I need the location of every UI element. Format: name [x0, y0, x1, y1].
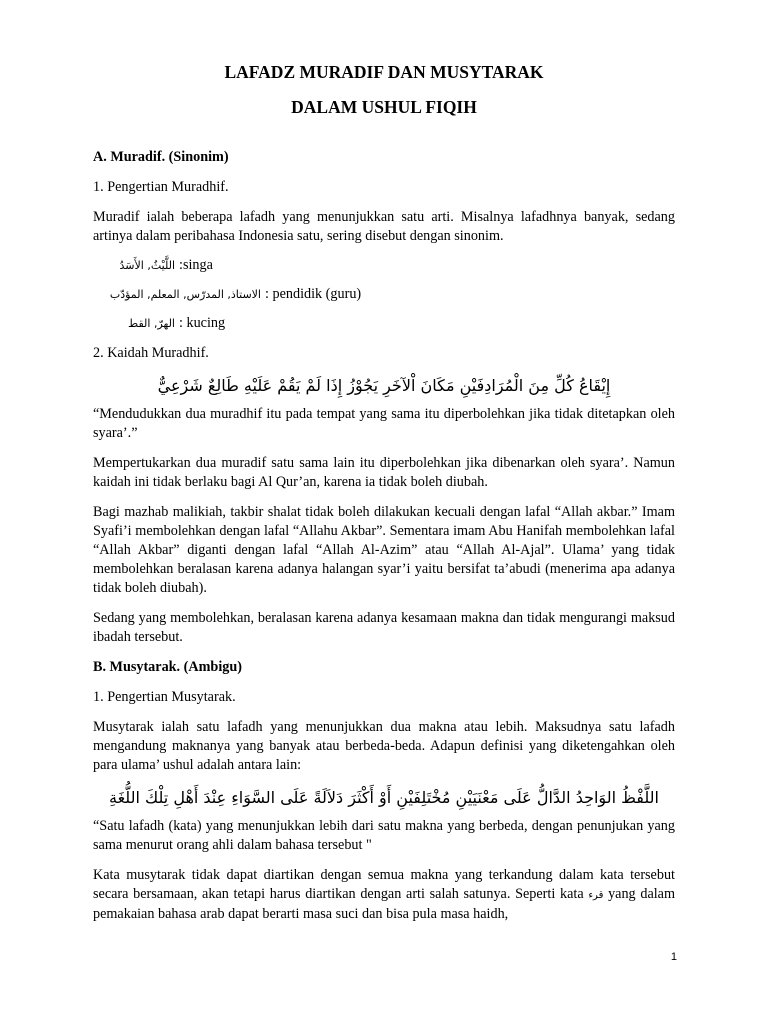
- musytarak-definition-arabic: اللَّفْظُ الوَاحِدُ الدَّالُّ عَلَى مَعْنَيَيْنِ مُخْتَلِفَيْنِ أَوْ أَكْثَرَ دَلاَلَةً عَلَى السَّوَاءِ عِنْدَ أَهْلِ تِلْكَ اللُّغَةِ: [109, 788, 659, 807]
- example-label: : pendidik (guru): [265, 286, 362, 302]
- example-label: : kucing: [179, 315, 226, 331]
- example-row: [93, 314, 675, 333]
- muradif-paragraph-1: Mempertukarkan dua muradif satu sama lain itu diperbolehkan jika dibenarkan oleh syara’. Namun kaidah ini tidak berlaku bagi Al Qur’an, karena ia tidak boleh diubah.: [93, 455, 675, 490]
- section-b-heading: B. Musytarak. (Ambigu): [93, 659, 242, 675]
- muradif-rule-translation: “Mendudukkan dua muradhif itu pada tempat yang sama itu diperbolehkan jika tidak ditetapkan oleh syara’.”: [93, 406, 675, 441]
- muradif-paragraph-2: Bagi mazhab malikiah, takbir shalat tidak boleh dilakukan kecuali dengan lafal “Allah akbar.” Imam Syafi’i membolehkan dengan lafal “Allahu Akbar”. Sementara imam Abu Hanifah membolehkan lafal “Allah Akbar” diganti dengan lafal “Allah Al-Azim” atau “Allah Al-Ajal”. Ulama’ yang tidak membolehkan beralasan karena adanya halangan syar’i yaitu bersifat ta’abudi (menerima apa adanya tidak boleh diubah).: [93, 504, 675, 596]
- example-row: [93, 256, 675, 275]
- section-a-subheading-1: 1. Pengertian Muradhif.: [93, 179, 229, 195]
- example-row: [93, 285, 675, 304]
- page-number: 1: [670, 951, 677, 963]
- document-title-line-2: DALAM USHUL FIQIH: [291, 97, 477, 117]
- musytarak-paragraph-1: [93, 866, 675, 924]
- example-arabic: اللَّيْثُ, الأَسَدُ: [119, 259, 175, 272]
- section-a-subheading-2: 2. Kaidah Muradhif.: [93, 345, 209, 361]
- musytarak-paragraph-1-text: Kata musytarak tidak dapat diartikan dengan semua makna yang terkandung dalam kata tersebut secara bersamaan, akan tetapi harus diartikan dengan arti salah satunya. Seperti kata: [93, 867, 675, 902]
- example-label: :singa: [179, 257, 213, 273]
- musytarak-paragraph-1-rest: yang dalam pemakaian bahasa arab dapat berarti masa suci dan bisa pula masa haidh,: [93, 886, 676, 922]
- example-arabic: الاستاذ, المدرّس, المعلم, المؤدّب: [109, 288, 261, 301]
- section-b-definition: Musytarak ialah satu lafadh yang menunjukkan dua makna atau lebih. Maksudnya satu lafadh mengandung maknanya yang banyak atau berbeda-beda. Adapun definisi yang diketengahkan oleh para ulama’ ushul adalah antara lain:: [93, 719, 675, 773]
- section-b-subheading-1: 1. Pengertian Musytarak.: [93, 689, 236, 705]
- muradif-paragraph-3: Sedang yang membolehkan, beralasan karena adanya kesamaan makna dan tidak mengurangi maksud ibadah tersebut.: [93, 610, 675, 645]
- section-a-definition: Muradif ialah beberapa lafadh yang menunjukkan satu arti. Misalnya lafadhnya banyak, sedang artinya dalam peribahasa Indonesia satu, sering disebut dengan sinonim.: [93, 209, 675, 244]
- example-arabic: الهرّ, القط: [128, 317, 175, 330]
- document-title-line-1: LAFADZ MURADIF DAN MUSYTARAK: [224, 62, 544, 82]
- section-a-heading: A. Muradif. (Sinonim): [93, 149, 229, 165]
- musytarak-definition-translation: “Satu lafadh (kata) yang menunjukkan lebih dari satu makna yang berbeda, dengan penunjukan yang sama menurut orang ahli dalam bahasa tersebut ": [93, 818, 675, 853]
- muradif-rule-arabic: إِيْقَاعُ كُلِّ مِنَ الْمُرَادِفَيْنِ مَكَانَ اْلآخَرِ يَجُوْزُ إِذَا لَمْ يَقُمْ عَلَيْهِ طَالِعٌ شَرْعِيٌّ: [157, 376, 611, 395]
- musytarak-arabic-word: قرء: [588, 890, 604, 901]
